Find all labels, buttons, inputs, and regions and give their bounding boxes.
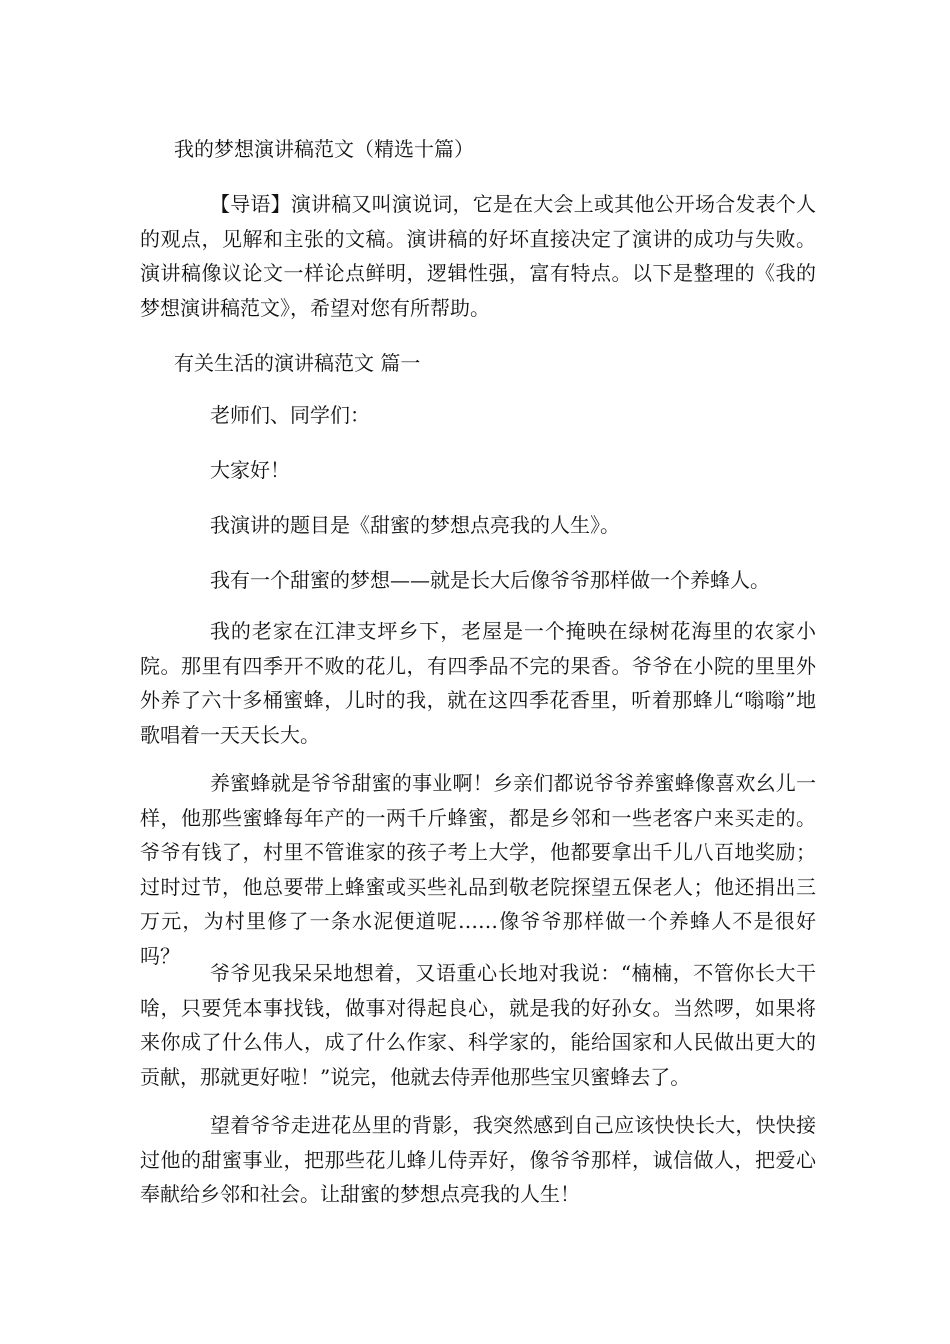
dream-statement: 我有一个甜蜜的梦想——就是长大后像爷爷那样做一个养蜂人。 <box>210 568 770 592</box>
intro-paragraph: 【导语】演讲稿又叫演说词，它是在大会上或其他公开场合发表个人的观点，见解和主张的文稿。演讲稿的好坏直接决定了演讲的成功与失败。演讲稿像议论文一样论点鲜明，逻辑性强，富有特点。以下是整理的《我的梦想演讲稿范文》，希望对您有所帮助。 <box>140 192 816 320</box>
body-paragraph-1: 我的老家在江津支坪乡下，老屋是一个掩映在绿树花海里的农家小院。那里有四季开不败的花儿，有四季品不完的果香。爷爷在小院的里里外外养了六十多桶蜜蜂，儿时的我，就在这四季花香里，听着那蜂儿“嗡嗡”地歌唱着一天天长大。 <box>140 619 816 747</box>
body-paragraph-2: 养蜜蜂就是爷爷甜蜜的事业啊！乡亲们都说爷爷养蜜蜂像喜欢幺儿一样，他那些蜜蜂每年产的一两千斤蜂蜜，都是乡邻和一些老客户来买走的。爷爷有钱了，村里不管谁家的孩子考上大学，他都要拿出千儿八百地奖励；过时过节，他总要带上蜂蜜或买些礼品到敬老院探望五保老人；他还捐出三万元，为村里修了一条水泥便道呢……像爷爷那样做一个养蜂人不是很好吗？ <box>140 771 816 968</box>
salutation: 老师们、同学们： <box>210 403 370 427</box>
body-paragraph-3: 爷爷见我呆呆地想着，又语重心长地对我说：“楠楠，不管你长大干啥，只要凭本事找钱，做事对得起良心，就是我的好孙女。当然啰，如果将来你成了什么伟人，成了什么作家、科学家的，能给国家和人民做出更大的贡献，那就更好啦！”说完，他就去侍弄他那些宝贝蜜蜂去了。 <box>140 961 816 1089</box>
speech-topic: 我演讲的题目是《甜蜜的梦想点亮我的人生》。 <box>210 513 620 537</box>
section-heading: 有关生活的演讲稿范文 篇一 <box>174 351 421 375</box>
greeting: 大家好！ <box>210 458 290 482</box>
body-paragraph-4: 望着爷爷走进花丛里的背影，我突然感到自己应该快快长大，快快接过他的甜蜜事业，把那些花儿蜂儿侍弄好，像爷爷那样，诚信做人，把爱心奉献给乡邻和社会。让甜蜜的梦想点亮我的人生！ <box>140 1113 816 1206</box>
document-title: 我的梦想演讲稿范文（精选十篇） <box>174 137 474 161</box>
